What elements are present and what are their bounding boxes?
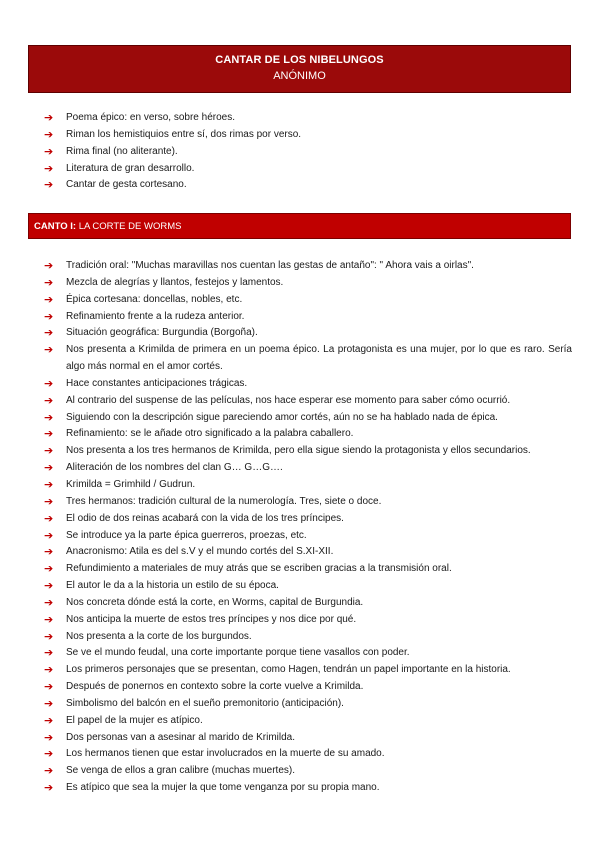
list-item	[44, 258, 572, 275]
list-item	[44, 494, 572, 511]
list-item	[44, 696, 572, 713]
intro-bullet-list	[44, 110, 572, 194]
list-item-text: Riman los hemistiquios entre sí, dos rimas por verso.	[66, 128, 302, 140]
list-item-text: Los primeros personajes que se presentan, como Hagen, tendrán un papel importante en la historia.	[66, 664, 511, 676]
list-item-text: Aliteración de los nombres del clan G… G…G….	[66, 462, 283, 474]
arrow-right-icon: ➔	[44, 377, 54, 390]
list-item-text: Los hermanos tienen que estar involucrados en la muerte de su amado.	[66, 748, 385, 760]
arrow-right-icon: ➔	[44, 596, 54, 609]
list-item-text: Literatura de gran desarrollo.	[66, 162, 195, 174]
list-item	[44, 443, 572, 460]
list-item	[44, 325, 572, 342]
section-label: CANTO I:	[34, 221, 77, 232]
arrow-right-icon: ➔	[44, 731, 54, 744]
list-item-text: Se introduce ya la parte épica guerreros, proezas, etc.	[66, 529, 307, 541]
list-item	[44, 713, 572, 730]
list-item	[44, 342, 572, 376]
list-item	[44, 292, 572, 309]
list-item	[44, 645, 572, 662]
arrow-right-icon: ➔	[44, 478, 54, 491]
arrow-right-icon: ➔	[44, 411, 54, 424]
arrow-right-icon: ➔	[44, 512, 54, 525]
list-item	[44, 679, 572, 696]
list-item	[44, 144, 572, 161]
list-item-text: El odio de dos reinas acabará con la vida de los tres príncipes.	[66, 512, 344, 524]
list-item	[44, 376, 572, 393]
arrow-right-icon: ➔	[44, 664, 54, 677]
list-item-text: Es atípico que sea la mujer la que tome venganza por su propia mano.	[66, 782, 380, 794]
arrow-right-icon: ➔	[44, 145, 54, 158]
arrow-right-icon: ➔	[44, 495, 54, 508]
list-item-text: Refinamiento: se le añade otro significado a la palabra caballero.	[66, 428, 354, 440]
arrow-right-icon: ➔	[44, 697, 54, 710]
arrow-right-icon: ➔	[44, 310, 54, 323]
list-item	[44, 544, 572, 561]
list-item-text: Siguiendo con la descripción sigue pareciendo amor cortés, aún no se ha hablado nada de épica.	[66, 411, 498, 423]
list-item-text: Nos anticipa la muerte de estos tres príncipes y nos dice por qué.	[66, 613, 357, 625]
list-item	[44, 662, 572, 679]
list-item	[44, 177, 572, 194]
arrow-right-icon: ➔	[44, 428, 54, 441]
arrow-right-icon: ➔	[44, 260, 54, 272]
list-item-text: Épica cortesana: doncellas, nobles, etc.	[66, 293, 243, 305]
list-item-text: Al contrario del suspense de las películas, nos hace esperar ese momento para saber cómo ocurrió.	[66, 394, 511, 406]
arrow-right-icon: ➔	[44, 344, 54, 357]
list-item-text: Cantar de gesta cortesano.	[66, 179, 187, 191]
list-item	[44, 309, 572, 326]
document-title: CANTAR DE LOS NIBELUNGOS	[215, 54, 384, 66]
section-header-canto-1	[28, 213, 571, 239]
document-author: ANÓNIMO	[273, 70, 326, 82]
list-item-text: Mezcla de alegrías y llantos, festejos y lamentos.	[66, 276, 284, 288]
arrow-right-icon: ➔	[44, 112, 54, 124]
list-item	[44, 763, 572, 780]
arrow-right-icon: ➔	[44, 681, 54, 694]
list-item	[44, 426, 572, 443]
list-item-text: Situación geográfica: Burgundia (Borgoña).	[66, 327, 258, 339]
list-item-text: Nos presenta a los tres hermanos de Krimilda, pero ella sigue siendo la protagonista y ellos secundarios.	[66, 445, 531, 457]
list-item	[44, 595, 572, 612]
arrow-right-icon: ➔	[44, 128, 54, 141]
arrow-right-icon: ➔	[44, 327, 54, 340]
list-item-text: Tres hermanos: tradición cultural de la numerología. Tres, siete o doce.	[66, 495, 382, 507]
arrow-right-icon: ➔	[44, 394, 54, 407]
arrow-right-icon: ➔	[44, 276, 54, 289]
list-item	[44, 780, 572, 797]
arrow-right-icon: ➔	[44, 563, 54, 576]
list-item-text: Rima final (no aliterante).	[66, 145, 178, 157]
arrow-right-icon: ➔	[44, 529, 54, 542]
list-item	[44, 511, 572, 528]
list-item	[44, 161, 572, 178]
list-item-text: Refundimiento a materiales de muy atrás que se escriben gracias a la transmisión oral.	[66, 563, 452, 575]
arrow-right-icon: ➔	[44, 782, 54, 795]
list-item	[44, 528, 572, 545]
list-item	[44, 746, 572, 763]
list-item	[44, 629, 572, 646]
list-item-text: Hace constantes anticipaciones trágicas.	[66, 377, 248, 389]
list-item	[44, 612, 572, 629]
list-item-text: Anacronismo: Atila es del s.V y el mundo cortés del S.XI-XII.	[66, 546, 334, 558]
canto-bullet-list	[44, 258, 572, 797]
list-item	[44, 578, 572, 595]
list-item	[44, 110, 572, 127]
arrow-right-icon: ➔	[44, 546, 54, 559]
list-item	[44, 410, 572, 427]
list-item-text: Se venga de ellos a gran calibre (muchas muertes).	[66, 765, 296, 777]
list-item-text: Nos presenta a la corte de los burgundos.	[66, 630, 252, 642]
list-item-text: Nos presenta a Krimilda de primera en un poema épico. La protagonista es una mujer, por lo que es raro. Sería algo más normal en el amor cortés.	[66, 344, 572, 373]
list-item-text: El autor le da a la historia un estilo de su época.	[66, 580, 279, 592]
list-item	[44, 561, 572, 578]
list-item	[44, 127, 572, 144]
list-item-text: Después de ponernos en contexto sobre la corte vuelve a Krimilda.	[66, 681, 364, 693]
arrow-right-icon: ➔	[44, 765, 54, 778]
arrow-right-icon: ➔	[44, 748, 54, 761]
list-item	[44, 275, 572, 292]
arrow-right-icon: ➔	[44, 630, 54, 643]
list-item-text: Tradición oral: "Muchas maravillas nos cuentan las gestas de antaño": " Ahora vais a oirlas".	[66, 260, 474, 271]
list-item	[44, 730, 572, 747]
list-item-text: Dos personas van a asesinar al marido de Krimilda.	[66, 731, 295, 743]
list-item-text: Poema épico: en verso, sobre héroes.	[66, 112, 235, 123]
list-item	[44, 393, 572, 410]
arrow-right-icon: ➔	[44, 580, 54, 593]
arrow-right-icon: ➔	[44, 445, 54, 458]
list-item	[44, 477, 572, 494]
arrow-right-icon: ➔	[44, 613, 54, 626]
list-item-text: Se ve el mundo feudal, una corte importante porque tiene vasallos con poder.	[66, 647, 410, 659]
arrow-right-icon: ➔	[44, 179, 54, 192]
list-item-text: El papel de la mujer es atípico.	[66, 714, 203, 726]
list-item-text: Refinamiento frente a la rudeza anterior.	[66, 310, 245, 322]
list-item	[44, 460, 572, 477]
list-item-text: Simbolismo del balcón en el sueño premonitorio (anticipación).	[66, 697, 344, 709]
arrow-right-icon: ➔	[44, 462, 54, 475]
arrow-right-icon: ➔	[44, 714, 54, 727]
list-item-text: Krimilda = Grimhild / Gudrun.	[66, 478, 196, 490]
arrow-right-icon: ➔	[44, 647, 54, 660]
arrow-right-icon: ➔	[44, 293, 54, 306]
section-title: LA CORTE DE WORMS	[78, 221, 182, 232]
arrow-right-icon: ➔	[44, 162, 54, 175]
document-title-banner	[28, 45, 571, 93]
list-item-text: Nos concreta dónde está la corte, en Worms, capital de Burgundia.	[66, 596, 364, 608]
